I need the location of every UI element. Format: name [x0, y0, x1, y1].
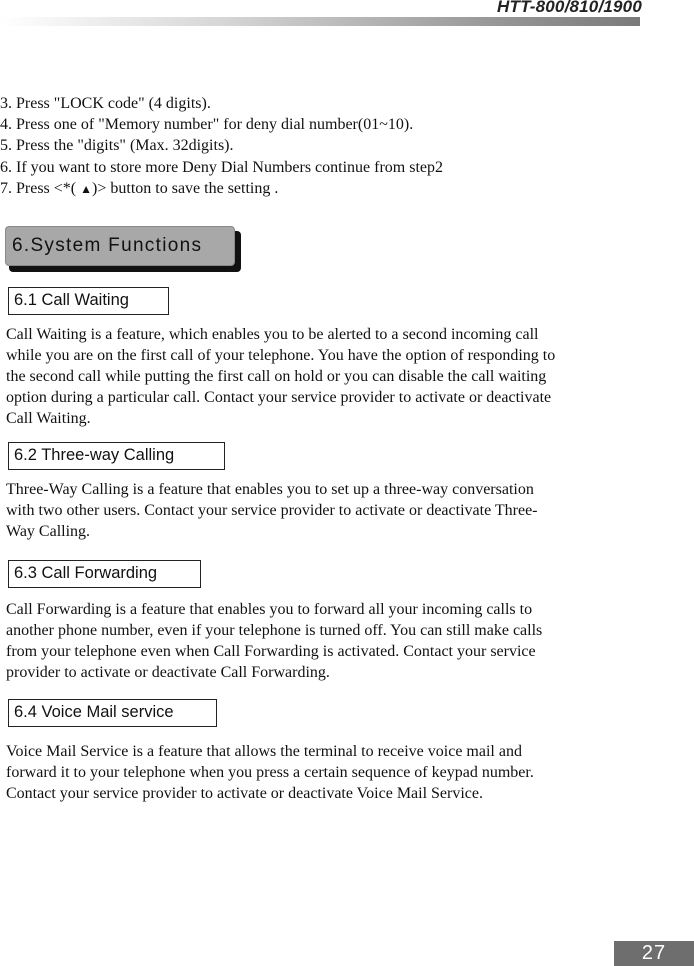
paragraph-line: option during a particular call. Contact your service provider to activate or deactivate — [6, 389, 552, 406]
paragraph-line: Voice Mail Service is a feature that allows the terminal to receive voice mail and — [6, 743, 522, 760]
paragraph-line: forward it to your telephone when you press a certain sequence of keypad number. — [6, 764, 534, 781]
up-arrow-icon: ▲ — [80, 181, 93, 196]
paragraph-line: the second call while putting the first call on hold or you can disable the call waiting — [6, 368, 547, 385]
step-5: 5. Press the "digits" (Max. 32digits). — [0, 137, 234, 155]
subsection-title-three-way-calling: 6.2 Three-way Calling — [8, 442, 225, 470]
paragraph-line: Call Forwarding is a feature that enables you to forward all your incoming calls to — [6, 601, 533, 618]
paragraph-line: Call Waiting. — [6, 410, 91, 427]
step-7-text-before: 7. Press <*( — [0, 179, 81, 197]
subsection-title-call-forwarding: 6.3 Call Forwarding — [8, 560, 201, 588]
paragraph-line: Way Calling. — [6, 523, 91, 540]
step-3: 3. Press "LOCK code" (4 digits). — [0, 95, 211, 112]
paragraph-line: Call Waiting is a feature, which enables you to be alerted to a second incoming call — [6, 326, 539, 343]
paragraph-line: another phone number, even if your telephone is turned off. You can still make calls — [6, 622, 543, 639]
section-banner — [5, 226, 241, 272]
step-7 — [0, 178, 443, 200]
paragraph-call-waiting — [6, 324, 646, 429]
page-number: 27 — [614, 941, 694, 966]
subsection-title-voice-mail-service: 6.4 Voice Mail service — [8, 699, 217, 727]
paragraph-call-forwarding — [6, 599, 646, 683]
instruction-steps — [0, 93, 443, 200]
model-number: HTT-800/810/1900 — [497, 0, 642, 16]
paragraph-three-way-calling — [6, 479, 646, 542]
paragraph-line: provider to activate or deactivate Call Forwarding. — [6, 664, 330, 681]
header-gradient-bar — [0, 17, 640, 26]
paragraph-voice-mail-service — [6, 741, 646, 804]
paragraph-line: with two other users. Contact your service provider to activate or deactivate Three- — [6, 502, 538, 519]
step-6: 6. If you want to store more Deny Dial Numbers continue from step2 — [0, 158, 444, 176]
paragraph-line: from your telephone even when Call Forwarding is activated. Contact your service — [6, 643, 536, 660]
paragraph-line: while you are on the first call of your telephone. You have the option of responding to — [6, 347, 556, 364]
step-7-text-after: )> button to save the setting . — [92, 179, 279, 197]
section-title: 6.System Functions — [5, 226, 235, 266]
paragraph-line: Contact your service provider to activate or deactivate Voice Mail Service. — [6, 785, 484, 802]
subsection-title-call-waiting: 6.1 Call Waiting — [8, 287, 169, 315]
step-4: 4. Press one of "Memory number" for deny dial number(01~10). — [0, 116, 414, 134]
paragraph-line: Three-Way Calling is a feature that enables you to set up a three-way conversation — [6, 481, 534, 498]
